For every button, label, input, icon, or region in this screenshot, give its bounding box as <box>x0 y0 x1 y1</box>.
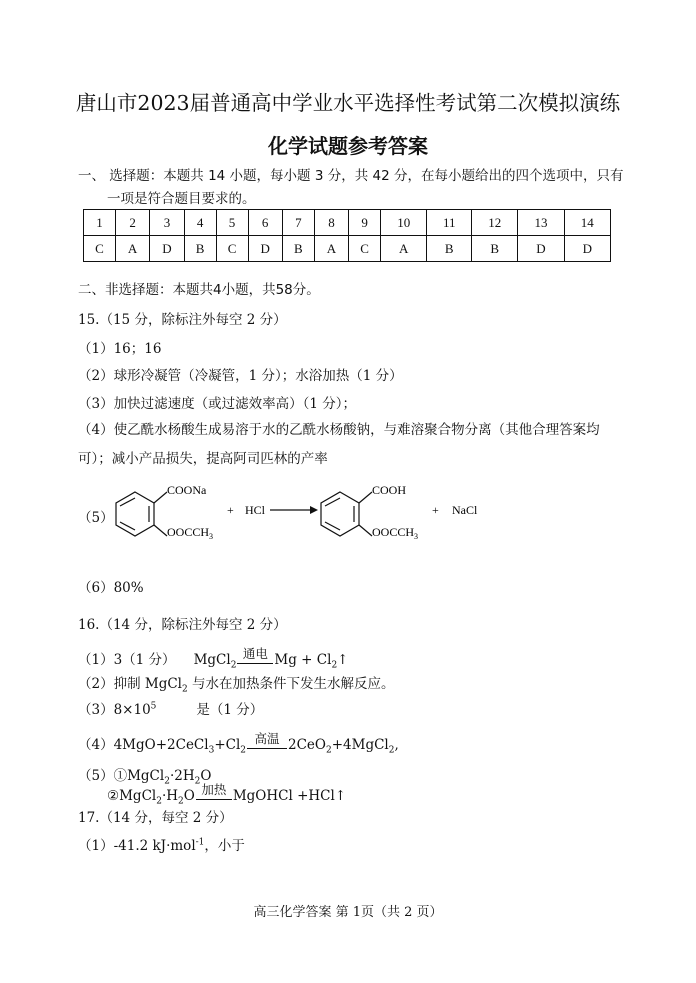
document-title: 唐山市2023届普通高中学业水平选择性考试第二次模拟演练 <box>75 91 621 115</box>
nacl-label: NaCl <box>452 503 478 517</box>
question-number-cell: 14 <box>564 210 610 236</box>
answer-table-number-row <box>84 210 611 236</box>
question-number-cell: 7 <box>282 210 314 236</box>
q15-answer-4-line1: （4）使乙酰水杨酸生成易溶于水的乙酰水杨酸钠，与难溶聚合物分离（其他合理答案均 <box>78 422 600 438</box>
q15-answer-6: （6）80% <box>78 580 144 596</box>
answer-cell: C <box>349 236 381 262</box>
question-number-cell: 6 <box>248 210 282 236</box>
product-benzene-ring <box>321 492 372 536</box>
q16-answer-1: （1）3（1 分） MgCl$_2$ 通电 $Mg + Cl_2↑$ <box>78 646 349 671</box>
question-number-cell: 1 <box>84 210 116 236</box>
question-number-cell: 5 <box>216 210 248 236</box>
answer-cell: A <box>314 236 348 262</box>
answer-cell: C <box>84 236 116 262</box>
answer-cell: B <box>427 236 472 262</box>
answer-cell: C <box>216 236 248 262</box>
section2-heading: 二、非选择题：本题共4小题，共58分。 <box>78 282 320 298</box>
answer-cell: B <box>472 236 518 262</box>
q16-answer-5: $(5)①MgCl_2\cdot 2H_2O$ <box>78 768 212 787</box>
answer-cell: A <box>381 236 427 262</box>
question-number-cell: 11 <box>427 210 472 236</box>
q15-answer-4-line2: 可）；减小产品损失，提高阿司匹林的产率 <box>78 451 328 467</box>
q17-header: 17.（14 分，每空 2 分） <box>78 810 233 826</box>
answer-table <box>83 209 611 262</box>
plus-sign-1: + <box>227 503 234 517</box>
page-footer: 高三化学答案 第 1页（共 2 页） <box>253 905 443 920</box>
q15-reaction-diagram <box>105 470 505 550</box>
product-bottom-group: $OOCCH_3$ <box>372 525 419 541</box>
heating-condition-line: 加热 <box>196 791 232 800</box>
q15-answer-2: （2）球形冷凝管（冷凝管，1 分）；水浴加热（1 分） <box>78 368 403 384</box>
question-number-cell: 13 <box>518 210 564 236</box>
question-number-cell: 9 <box>349 210 381 236</box>
answer-cell: B <box>184 236 216 262</box>
q17-answer-1: （1）-41.2 kJ·mol$^{-1}$，小于 <box>78 837 245 854</box>
document-subtitle: 化学试题参考答案 <box>268 134 428 158</box>
question-number-cell: 10 <box>381 210 427 236</box>
q16-answer-2: （2）抑制 MgCl$_2$ 与水在加热条件下发生水解反应。 <box>78 676 395 695</box>
answer-cell: B <box>282 236 314 262</box>
reactant-benzene-ring <box>116 492 167 536</box>
question-number-cell: 8 <box>314 210 348 236</box>
q15-answer-5-label: （5） <box>78 510 114 526</box>
q16-header: 16.（14 分，除标注外每空 2 分） <box>78 617 287 633</box>
q15-answer-1: （1）16；16 <box>78 341 162 357</box>
question-number-cell: 3 <box>150 210 184 236</box>
answer-cell: A <box>115 236 149 262</box>
question-number-cell: 4 <box>184 210 216 236</box>
hcl-label: HCl <box>245 503 266 517</box>
reactant-top-group: COONa <box>167 483 207 497</box>
q15-header: 15.（15 分，除标注外每空 2 分） <box>78 312 287 328</box>
answer-cell: D <box>150 236 184 262</box>
section1-heading-line1: 一、 选择题：本题共 14 小题，每小题 3 分，共 42 分，在每小题给出的四个选项中，只有 <box>78 168 624 184</box>
plus-sign-2: + <box>432 503 439 517</box>
product-top-group: COOH <box>372 483 407 497</box>
q16-answer-4: $(4)4MgO+2CeCl_3+Cl_2$ 高温 2CeO$_2$+4MgCl$_2$, <box>78 731 399 756</box>
q15-answer-3: （3）加快过滤速度（或过滤效率高）（1 分）； <box>78 396 356 412</box>
reaction-arrow <box>270 506 318 514</box>
answer-table-answer-row <box>84 236 611 262</box>
q16-answer-3: $(3)8\times 10^5$ 是（1 分） <box>78 701 264 718</box>
answer-cell: D <box>518 236 564 262</box>
high-temp-condition-line: 高温 <box>247 740 287 749</box>
reactant-bottom-group: $OOCCH_3$ <box>167 525 214 541</box>
answer-cell: D <box>564 236 610 262</box>
question-number-cell: 12 <box>472 210 518 236</box>
question-number-cell: 2 <box>115 210 149 236</box>
answer-cell: D <box>248 236 282 262</box>
q16-answer-5b: $②MgCl_2\cdot H_2O$ 加热 MgOHCl +HCl↑ <box>107 782 347 807</box>
electrolysis-condition-line: 通电 <box>237 655 273 664</box>
section1-heading-line2: 一项是符合题目要求的。 <box>107 191 256 207</box>
